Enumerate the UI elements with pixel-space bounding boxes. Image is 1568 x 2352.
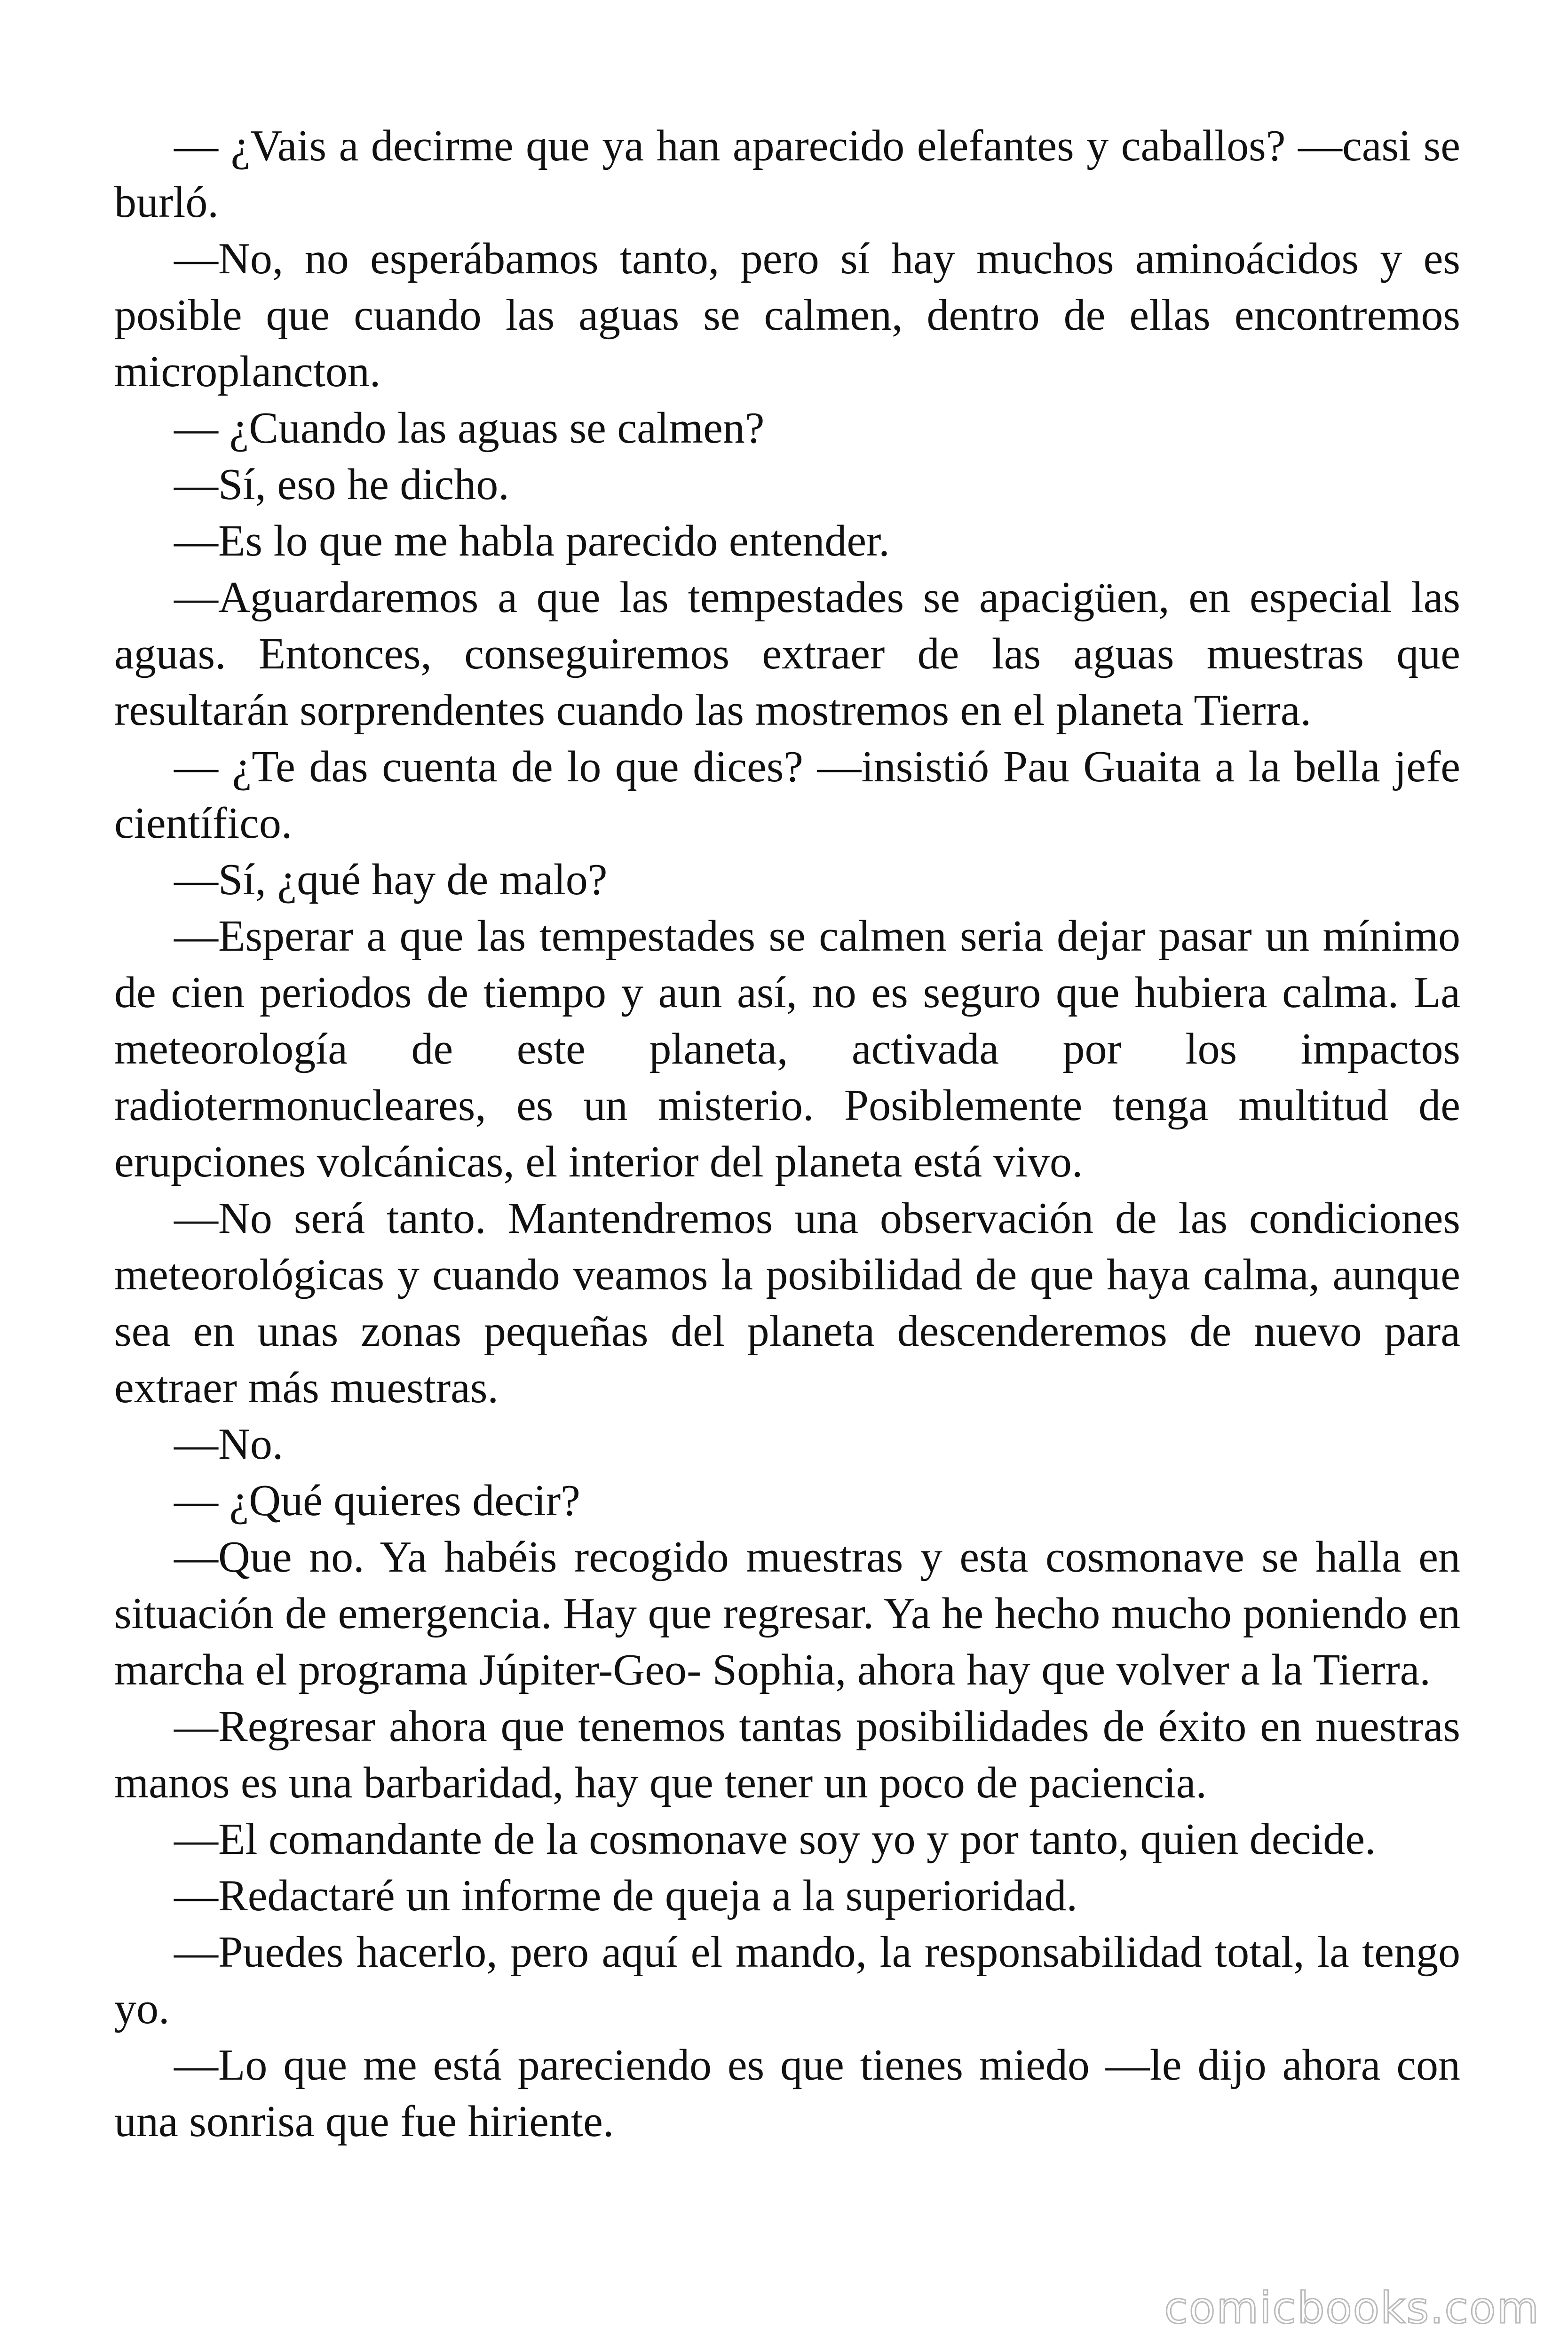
paragraph: —No, no esperábamos tanto, pero sí hay muchos aminoácidos y es posible que cuando las aguas se calmen, dentro de ellas encontremos microplancton. bbox=[114, 234, 1460, 396]
paragraph: —Es lo que me habla parecido entender. bbox=[174, 516, 890, 565]
paragraph: —Lo que me está pareciendo es que tienes miedo —le dijo ahora con una sonrisa que fue hiriente. bbox=[114, 2041, 1460, 2146]
paragraph: —No. bbox=[174, 1420, 284, 1469]
paragraph: — ¿Qué quieres decir? bbox=[174, 1476, 580, 1525]
paragraph: —No será tanto. Mantendremos una observación de las condiciones meteorológicas y cuando veamos la posibilidad de que haya calma, aunque sea en unas zonas pequeñas del planeta descenderemos de nuevo para extraer más muestras. bbox=[114, 1194, 1460, 1412]
paragraph: —Regresar ahora que tenemos tantas posibilidades de éxito en nuestras manos es una barbaridad, hay que tener un poco de paciencia. bbox=[114, 1702, 1460, 1807]
paragraph: —Sí, eso he dicho. bbox=[174, 460, 509, 509]
paragraph: — ¿Te das cuenta de lo que dices? —insistió Pau Guaita a la bella jefe científico. bbox=[114, 742, 1460, 848]
paragraph: —Redactaré un informe de queja a la superioridad. bbox=[174, 1871, 1077, 1920]
paragraph: — ¿Vais a decirme que ya han aparecido elefantes y caballos? —casi se burló. bbox=[114, 121, 1460, 227]
paragraph: —Que no. Ya habéis recogido muestras y esta cosmonave se halla en situación de emergencia. Hay que regresar. Ya he hecho mucho poniendo en marcha el programa Júpiter-Geo- Sophia, ahora hay que volver a la Tierra. bbox=[114, 1533, 1460, 1694]
paragraph: —Puedes hacerlo, pero aquí el mando, la responsabilidad total, la tengo yo. bbox=[114, 1928, 1460, 2033]
paragraph: —Sí, ¿qué hay de malo? bbox=[174, 855, 608, 904]
paragraph: —Esperar a que las tempestades se calmen seria dejar pasar un mínimo de cien periodos de tiempo y aun así, no es seguro que hubiera calma. La meteorología de este planeta, activada por los impactos radiotermonucleares, es un misterio. Posiblemente tenga multitud de erupciones volcánicas, el interior del planeta está vivo. bbox=[114, 912, 1460, 1186]
body-text bbox=[114, 118, 1460, 2150]
paragraph: —El comandante de la cosmonave soy yo y por tanto, quien decide. bbox=[174, 1815, 1376, 1864]
watermark: comicbooks.com bbox=[1164, 2283, 1540, 2333]
paragraph: —Aguardaremos a que las tempestades se apacigüen, en especial las aguas. Entonces, conseguiremos extraer de las aguas muestras que resultarán sorprendentes cuando las mostremos en el planeta Tierra. bbox=[114, 573, 1460, 735]
paragraph: — ¿Cuando las aguas se calmen? bbox=[174, 404, 765, 453]
